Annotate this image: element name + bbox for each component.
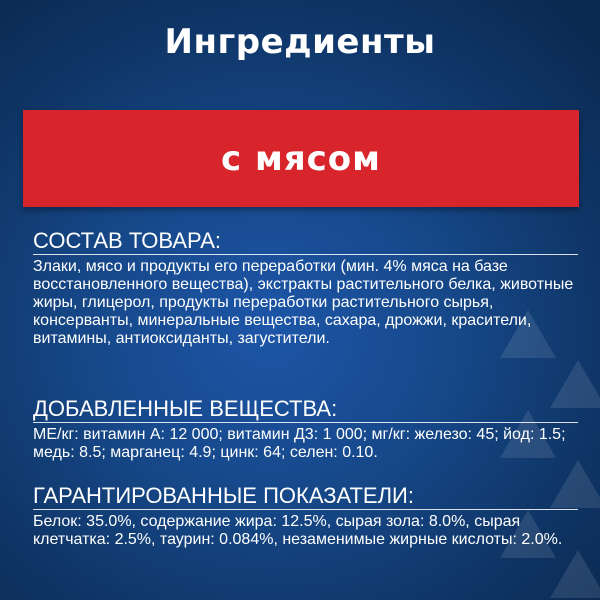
composition-text: Злаки, мясо и продукты его переработки (мин. 4% мяса на базе восстановленного вещества), экстракты растительного белка, животные жиры, глицерол, продукты переработки растительного сырья, консерванты, минеральные вещества, сахара, дрожжи, красители, витамины, антиоксиданты, загустители. <box>33 258 574 347</box>
composition-section <box>33 229 578 348</box>
guaranteed-values-section <box>33 484 578 549</box>
flavor-banner <box>23 110 579 207</box>
guaranteed-values-heading: ГАРАНТИРОВАННЫЕ ПОКАЗАТЕЛИ: <box>33 484 578 510</box>
additives-text: МЕ/кг: витамин А: 12 000; витамин Д3: 1 000; мг/кг: железо: 45; йод: 1.5; медь: 8.5; марганец: 4.9; цинк: 64; селен: 0.10. <box>33 426 566 461</box>
guaranteed-values-text: Белок: 35.0%, содержание жира: 12.5%, сырая зола: 8.0%, сырая клетчатка: 2.5%, таурин: 0.084%, незаменимые жирные кислоты: 2.0%. <box>33 513 563 548</box>
page-title: Ингредиенты <box>164 22 436 62</box>
additives-section <box>33 397 578 462</box>
composition-heading: СОСТАВ ТОВАРА: <box>33 229 578 255</box>
additives-heading: ДОБАВЛЕННЫЕ ВЕЩЕСТВА: <box>33 397 578 423</box>
flavor-banner-text: с мясом <box>221 138 381 179</box>
